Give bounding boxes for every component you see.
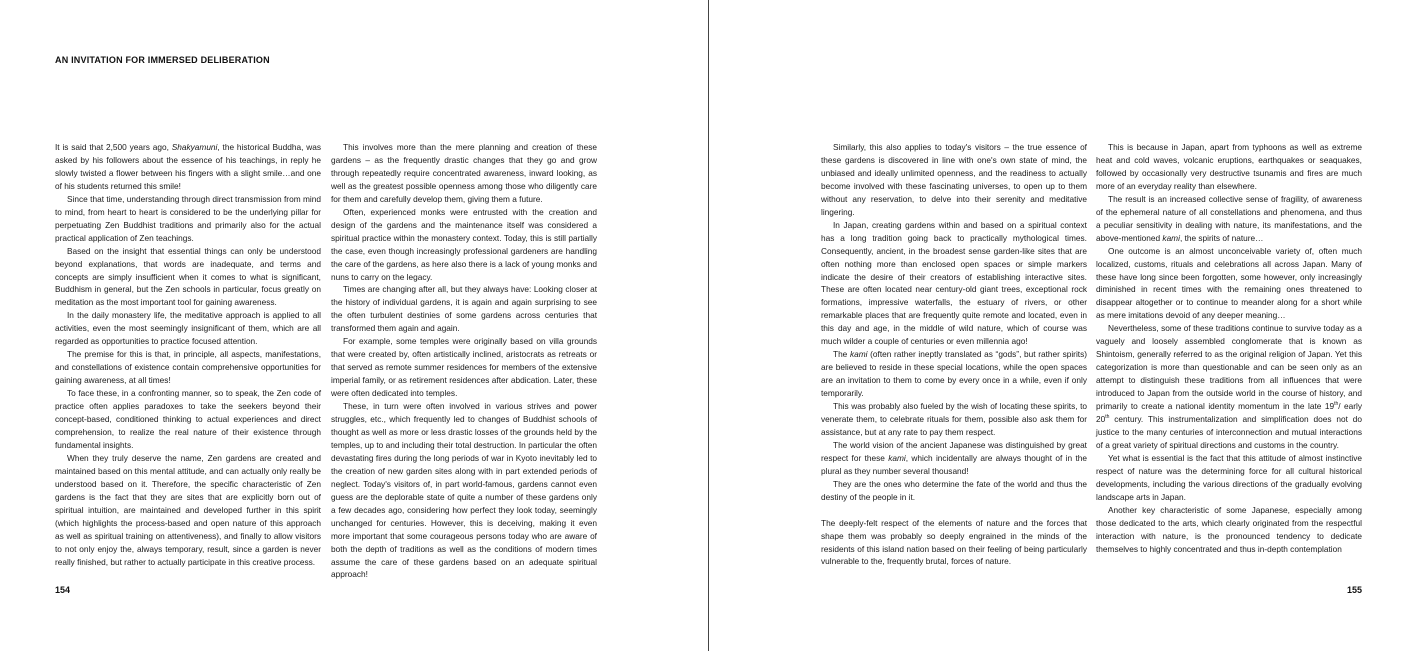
superscript: th: [1105, 414, 1110, 421]
paragraph: When they truly deserve the name, Zen gardens are created and maintained based on this mental attitude, and can actually only really be understood based on it. Therefore, the specific characteristic of Zen gardens is the fact that they are sites that are explicitly born out of spiritual intuition, are maintained and developed further in this spirit (which highlights the process-based and open nature of this approach as well as spiritual training on attentiveness), and finally to allow visitors to not only enjoy the, always temporary, result, since a garden is never really finished, but rather to actually participate in this creative process.: [55, 452, 321, 567]
text: The result is an increased collective sense of fragility, of awareness of the ephemeral nature of all constellations and phenomena, and thus a peculiar sensitivity in dealing with nature, its manifestations, and the above-mentioned: [1096, 193, 1362, 243]
right-page-column-2: [1096, 141, 1362, 556]
paragraph: Based on the insight that essential things can only be understood beyond explanations, that words are inadequate, and terms and concepts are simply insufficient when it comes to what is significant, Buddhism in general, but the Zen schools in particular, focus greatly on meditation as the most important tool for gaining awareness.: [55, 245, 321, 308]
paragraph: In the daily monastery life, the meditative approach is applied to all activities, even the most seemingly insignificant of them, which are all regarded as opportunities to practice focused attention.: [55, 310, 321, 347]
left-page-column-1: [55, 141, 321, 568]
italic-term: Shakyamuni: [171, 142, 218, 152]
text: / early 20: [1096, 401, 1363, 425]
paragraph: For example, some temples were originally based on villa grounds that were created by, often artistically inclined, aristocrats as retreats or that served as remote summer residences for members of the extensive imperial family, or as retirement residences after abdication. Later, these were often dedicated into temples.: [331, 336, 597, 399]
text: , the historical Buddha, was asked by his followers about the essence of his teachings, in reply he slowly twisted a flower between his fingers with a slight smile…and one of his students returned this smile!: [55, 142, 321, 191]
italic-term: kami: [1162, 232, 1180, 243]
paragraph: Often, experienced monks were entrusted with the creation and design of the gardens and the maintenance itself was considered a spiritual practice within the monastery context. Today, this is still partially the case, even though increasingly professional gardeners are handling the care of the gardens, as here also there is a lack of young monks and nuns to carry on the legacy.: [331, 206, 597, 282]
paragraph: Another key characteristic of some Japanese, especially among those dedicated to the arts, which clearly originated from the respectful interaction with nature, is the pronounced tendency to dedicate themselves to highly concentrated and thus in-depth contemplation: [1096, 504, 1362, 554]
italic-term: kami: [849, 349, 868, 360]
text: It is said that 2,500 years ago,: [55, 142, 172, 152]
text: (often rather ineptly translated as “gods”, but rather spirits) are believed to reside in these special locations, while the open spaces are an invitation to them to come by every once in a while, even if only temporarily.: [821, 349, 1087, 399]
paragraph: Since that time, understanding through direct transmission from mind to mind, from heart to heart is considered to be the underlying pillar for perpetuating Zen Buddhist traditions and primarily also for the actual practical application of Zen teachings.: [55, 193, 321, 243]
paragraph: This involves more than the mere planning and creation of these gardens – as the frequently drastic changes that they go and grow through repeatedly require concentrated awareness, inward looking, as well as the greatest possible openness among those who diligently care for them and carefully develop them, giving them a future.: [331, 142, 597, 204]
paragraph: This is because in Japan, apart from typhoons as well as extreme heat and cold waves, volcanic eruptions, earthquakes or seaquakes, followed by occasionally very destructive tsunamis and fires are much more of an everyday reality than elsewhere.: [1096, 142, 1362, 191]
paragraph: The premise for this is that, in principle, all aspects, manifestations, and constellations of existence contain comprehensive opportunities for gaining awareness, at all times!: [55, 349, 321, 386]
italic-term: kami: [888, 452, 906, 463]
page-gutter-divider: [708, 0, 709, 651]
paragraph: One outcome is an almost unconceivable variety of, often much localized, customs, rituals and celebrations all across Japan. Many of these have long since been forgotten, some however, only increasingly diminished in recent times with the remaining ones threatened to disappear altogether or to continue to meander along for a short while as mere imitations devoid of any deeper meaning…: [1096, 245, 1362, 321]
text: The world vision of the ancient Japanese was distinguished by great respect for these: [821, 439, 1087, 463]
paragraph: To face these, in a confronting manner, so to speak, the Zen code of practice often applies paradoxes to take the seekers beyond their concept-based, conditioned thinking to actual experiences and direct comprehension, to realize the real nature of their existence through fundamental insights.: [55, 388, 321, 450]
superscript: th: [1334, 401, 1339, 408]
left-page-column-2: [331, 141, 597, 581]
page-number-left: 154: [55, 585, 71, 595]
text: The: [833, 349, 850, 360]
page-number-right: 155: [1346, 585, 1362, 595]
chapter-heading: AN INVITATION FOR IMMERSED DELIBERATION: [55, 55, 270, 65]
paragraph: In Japan, creating gardens within and based on a spiritual context has a long tradition going back to practically mythological times. Consequently, ancient, in the broadest sense garden-like sites that are often nothing more than enclosed open spaces or simple markers indicate the desire of their creators of establishing interactive sites. These are often located near century-old giant trees, exceptional rock formations, impressive waterfalls, the estuary of rivers, or other remarkable places that are frequently quite remote and located, even in this day and age, in the middle of wild nature, which of course was much wilder a couple of centuries or even millennia ago!: [821, 219, 1087, 347]
paragraph: [821, 348, 1087, 400]
paragraph: The deeply-felt respect of the elements of nature and the forces that shape them was probably so deeply engrained in the minds of the residents of this island nation based on their feeling of being particularly vulnerable to the, frequently brutal, forces of nature.: [821, 517, 1087, 567]
paragraph: They are the ones who determine the fate of the world and thus the destiny of the people in it.: [821, 478, 1087, 502]
paragraph: [821, 439, 1087, 478]
paragraph: [1096, 193, 1362, 245]
text: century. This instrumentalization and simplification does not do justice to the many centuries of interconnection and mutual interactions of a great variety of spiritual directions and customs in the country.: [1096, 414, 1362, 450]
paragraph: These, in turn were often involved in various strives and power struggles, etc., which frequently led to changes of Buddhist schools of thought as well as more or less drastic losses of the grounds held by the temples, up to and including their total destruction. In particular the often devastating fires during the long periods of war in Kyoto inevitably led to the creation of new garden sites along with in part extended periods of neglect. Today's visitors of, in part world-famous, gardens cannot even guess are the deplorable state of quite a number of these gardens only a few decades ago, considering how perfect they look today, seemingly unchanged for centuries. However, this is deceiving, making it even more important that some courageous persons today who are aware of both the depth of traditions as well as the conditions of modern times assume the care of these gardens based on an adequate spiritual approach!: [331, 401, 597, 580]
right-page-column-1: [821, 141, 1087, 568]
text: Nevertheless, some of these traditions continue to survive today as a vaguely and loosely assembled conglomerate that is known as Shintoism, generally referred to as the original religion of Japan. Yet this categorization is more than questionable and can be seen only as an attempt to distinguish these traditions from all influences that were introduced to Japan from the outside world in the course of history, and primarily to create a national identity momentum in the late 19: [1096, 323, 1362, 412]
paragraph: [1096, 322, 1362, 452]
text: , the spirits of nature…: [1179, 232, 1264, 243]
paragraph: Similarly, this also applies to today's visitors – the true essence of these gardens is discovered in line with one's own state of mind, the unbiased and ideally unlimited openness, and the readiness to actually become involved with these fascinating universes, to open up to them without any reservation, to delve into their serenity and meditative lingering.: [821, 142, 1087, 217]
paragraph: This was probably also fueled by the wish of locating these spirits, to venerate them, to celebrate rituals for them, possible also ask them for assistance, but at any rate to pay them respect.: [821, 401, 1087, 437]
paragraph: Times are changing after all, but they always have: Looking closer at the history of individual gardens, it is again and again surprising to see the often turbulent destinies of some gardens across centuries that transformed them again and again.: [331, 284, 597, 334]
paragraph: Yet what is essential is the fact that this attitude of almost instinctive respect of nature was the determining force for all cultural historical developments, including the various directions of the gradually evolving landscape arts in Japan.: [1096, 452, 1362, 502]
paragraph: [55, 141, 321, 193]
text: , which incidentally are always thought of in the plural as they number several thousand!: [821, 452, 1087, 476]
